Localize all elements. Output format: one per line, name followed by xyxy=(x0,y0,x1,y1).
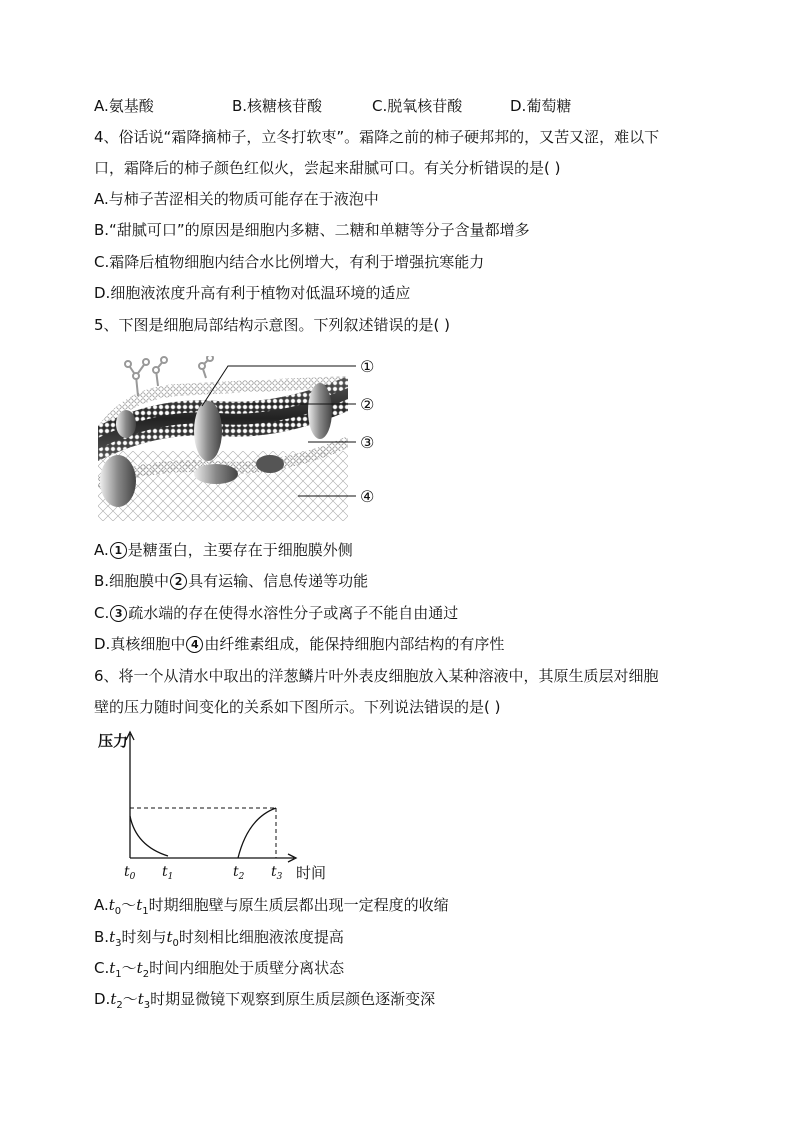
y-axis-label: 压力 xyxy=(98,732,129,750)
membrane-protein xyxy=(194,401,222,461)
membrane-protein xyxy=(308,383,332,439)
q6-option-d: $D.t_2\sim t_3$时期显微镜下观察到原生质层颜色逐渐变深 xyxy=(94,990,436,1011)
cell-membrane-figure xyxy=(98,356,388,521)
pressure-curve-rise xyxy=(238,808,276,858)
tick-t1: $t_1$ xyxy=(162,864,174,882)
q4-option-a: A.与柿子苦涩相关的物质可能存在于液泡中 xyxy=(94,190,379,208)
q6-option-c: $C.t_1\sim t_2$时间内细胞处于质壁分离状态 xyxy=(94,959,345,980)
figure-label-2: ② xyxy=(360,395,375,414)
pressure-time-chart xyxy=(96,728,336,888)
circled-number: 2 xyxy=(170,573,187,590)
tick-t3: $t_3$ xyxy=(271,864,283,882)
membrane-protein xyxy=(194,464,238,484)
membrane-protein xyxy=(100,455,136,507)
circled-number: 1 xyxy=(110,542,127,559)
circled-number: 4 xyxy=(186,636,203,653)
q5-option-d: D.真核细胞中 4 由纤维素组成，能保持细胞内部结构的有序性 xyxy=(94,635,505,653)
q6-option-a: $A.t_0\sim t_1$时期细胞壁与原生质层都出现一定程度的收缩 xyxy=(94,896,449,917)
figure-label-3: ③ xyxy=(360,433,375,452)
q6-option-b: $B.t_3$时刻与$t_0$时刻相比细胞液浓度提高 xyxy=(94,928,344,949)
x-axis-label: 时间 xyxy=(296,864,327,882)
tick-t2: $t_2$ xyxy=(233,864,245,882)
q6-stem-line2: 壁的压力随时间变化的关系如下图所示。下列说法错误的是( ) xyxy=(94,698,501,716)
q3-option-d: D.葡萄糖 xyxy=(510,97,572,115)
membrane-protein xyxy=(116,410,136,438)
q4-option-c: C.霜降后植物细胞内结合水比例增大，有利于增强抗寒能力 xyxy=(94,253,485,271)
pressure-curve-decline xyxy=(130,816,168,856)
circled-number: 3 xyxy=(110,605,127,622)
figure-label-4: ④ xyxy=(360,487,375,506)
q3-option-a: A.氨基酸 xyxy=(94,97,154,115)
q3-option-b: B.核糖核苷酸 xyxy=(232,97,323,115)
q6-stem-line1: 6、将一个从清水中取出的洋葱鳞片叶外表皮细胞放入某种溶液中，其原生质层对细胞 xyxy=(94,667,659,685)
q3-options xyxy=(94,95,734,117)
q3-option-c: C.脱氧核苷酸 xyxy=(372,97,463,115)
q4-stem-line2: 口，霜降后的柿子颜色红似火，尝起来甜腻可口。有关分析错误的是( ) xyxy=(94,159,561,177)
q4-option-b: B.“甜腻可口”的原因是细胞内多糖、二糖和单糖等分子含量都增多 xyxy=(94,221,530,239)
figure-label-1: ① xyxy=(360,357,375,376)
tick-t0: $t_0$ xyxy=(124,864,136,882)
q5-stem: 5、下图是细胞局部结构示意图。下列叙述错误的是( ) xyxy=(94,316,451,334)
q4-stem-line1: 4、俗话说“霜降摘柿子，立冬打软枣”。霜降之前的柿子硬邦邦的，又苦又涩，难以下 xyxy=(94,128,660,146)
q4-option-d: D.细胞液浓度升高有利于植物对低温环境的适应 xyxy=(94,284,411,302)
membrane-protein xyxy=(256,455,284,473)
q5-option-b: B.细胞膜中 2 具有运输、信息传递等功能 xyxy=(94,572,369,590)
q5-option-a: A. 1 是糖蛋白，主要存在于细胞膜外侧 xyxy=(94,541,353,559)
q5-option-c: C. 3 疏水端的存在使得水溶性分子或离子不能自由通过 xyxy=(94,604,459,622)
